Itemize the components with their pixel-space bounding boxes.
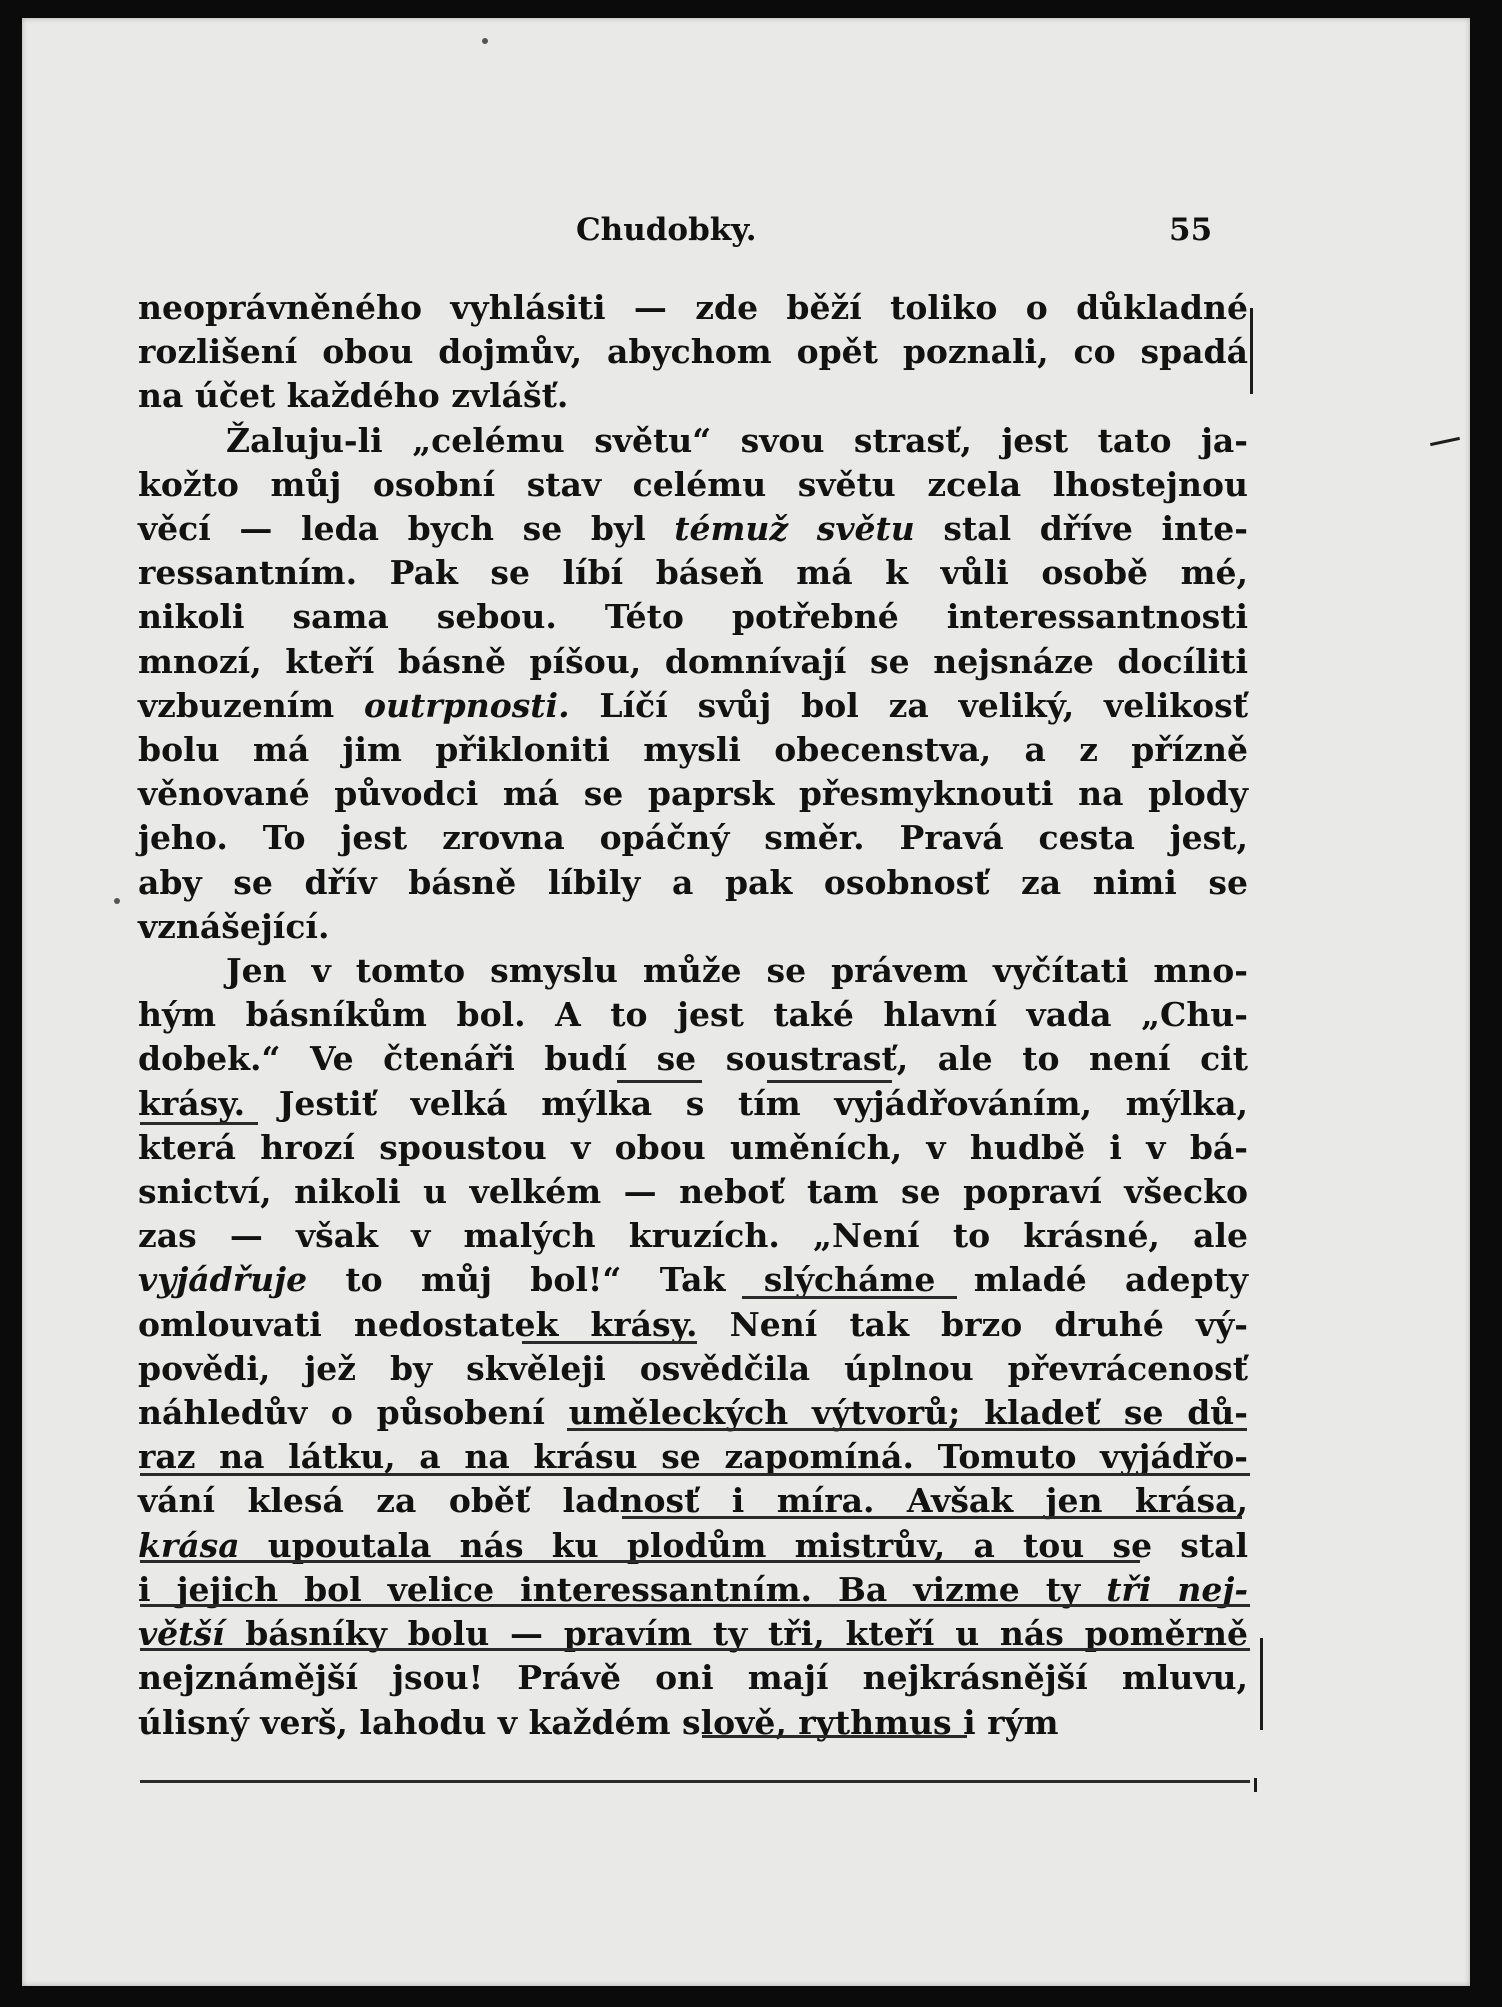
text-run: věnované původci má se paprsk přesmyknouti na plody <box>138 774 1248 814</box>
text-run: dobek.“ Ve čtenáři budí se soustrasť, ale to není cit <box>138 1039 1248 1079</box>
pencil-underline <box>567 1428 1247 1431</box>
text-line <box>138 330 1248 374</box>
text-run: nikoli sama sebou. Této potřebné interessantnosti <box>138 597 1248 637</box>
text-run: mnozí, kteří básně píšou, domnívají se nejsnáze docíliti <box>138 641 1248 681</box>
pencil-underline <box>522 1341 697 1344</box>
pencil-underline <box>617 1080 702 1083</box>
text-run: nejznámější jsou! Právě oni mají nejkrásnější mluvu, <box>138 1658 1248 1698</box>
text-line <box>138 551 1248 595</box>
text-run: Žaluju-li „celému světu“ svou strasť, jest tato ja- <box>226 420 1248 460</box>
page-number: 55 <box>1169 212 1213 248</box>
text-run: úlisný verš, lahodu v každém slově, rythmus i rým <box>138 1702 1059 1742</box>
pencil-underline <box>140 1780 1250 1783</box>
ink-speck <box>482 38 488 44</box>
body-text <box>138 286 1248 1745</box>
margin-pencil-mark <box>1250 308 1253 394</box>
text-run: na účet každého zvlášť. <box>138 376 569 416</box>
margin-pencil-mark <box>1430 437 1460 446</box>
text-line <box>138 1701 1248 1745</box>
text-line <box>138 419 1248 463</box>
text-run: raz na látku, a na krásu se zapomíná. Tomuto vyjádřo- <box>138 1437 1248 1477</box>
emphasized-text: tři nej- <box>1106 1569 1249 1609</box>
ink-speck <box>114 898 120 904</box>
text-line <box>138 816 1248 860</box>
pencil-underline <box>622 1516 1242 1519</box>
text-line <box>138 1656 1248 1700</box>
text-run: i jejich bol velice interessantním. Ba vizme ty <box>138 1569 1107 1609</box>
emphasized-text: témuž světu <box>674 509 915 549</box>
text-line <box>138 905 1248 949</box>
text-line <box>138 374 1248 418</box>
pencil-underline <box>742 1296 957 1299</box>
text-run: krásy. Jestiť velká mýlka s tím vyjádřováním, mýlka, <box>138 1083 1248 1123</box>
emphasized-text: krása <box>138 1525 240 1565</box>
text-line <box>138 684 1248 728</box>
text-run: omlouvati nedostatek krásy. Není tak brzo druhé vý- <box>138 1304 1248 1344</box>
running-header <box>22 204 1470 260</box>
text-run: kožto můj osobní stav celému světu zcela lhostejnou <box>138 464 1248 504</box>
text-run: bolu má jim přikloniti mysli obecenstva, a z přízně <box>138 730 1248 770</box>
text-line <box>138 728 1248 772</box>
pencil-underline <box>140 1648 1250 1651</box>
text-run: aby se dřív básně líbily a pak osobnosť za nimi se <box>138 862 1248 902</box>
pencil-underline <box>140 1122 258 1125</box>
text-run: stal dříve inte- <box>914 509 1248 549</box>
text-run: jeho. To jest zrovna opáčný směr. Pravá cesta jest, <box>138 818 1248 858</box>
text-run: zas — však v malých kruzích. „Není to krásné, ale <box>138 1216 1248 1256</box>
text-line <box>138 993 1248 1037</box>
text-line <box>138 507 1248 551</box>
text-run: povědi, jež by skvěleji osvědčila úplnou převrácenosť <box>138 1348 1248 1388</box>
text-line <box>138 861 1248 905</box>
text-run: vzbuzením <box>138 685 365 725</box>
pencil-underline <box>140 1473 1250 1476</box>
text-run: Jen v tomto smyslu může se právem vyčítati mno- <box>226 951 1248 991</box>
text-line <box>138 949 1248 993</box>
text-line <box>138 1347 1248 1391</box>
book-page <box>22 18 1470 1986</box>
text-line <box>138 463 1248 507</box>
pencil-underline <box>702 1735 967 1738</box>
margin-pencil-mark <box>1254 1778 1257 1792</box>
emphasized-text: větší <box>138 1614 225 1654</box>
text-run: vání klesá za oběť ladnosť i míra. Avšak jen krása, <box>138 1481 1248 1521</box>
text-run: hým básníkům bol. A to jest také hlavní vada „Chu- <box>138 995 1248 1035</box>
text-line <box>138 640 1248 684</box>
text-line <box>138 1037 1248 1081</box>
text-run: která hrozí spoustou v obou uměních, v hudbě i v bá- <box>138 1127 1248 1167</box>
margin-pencil-mark <box>1260 1638 1263 1730</box>
text-run: náhledův o působení uměleckých výtvorů; kladeť se dů- <box>138 1393 1248 1433</box>
text-run: to můj bol!“ Tak slýcháme mladé adepty <box>307 1260 1248 1300</box>
text-run: upoutala nás ku plodům mistrův, a tou se stal <box>239 1525 1248 1565</box>
text-run: ressantním. Pak se líbí báseň má k vůli osobě mé, <box>138 553 1248 593</box>
text-line <box>138 286 1248 330</box>
text-line <box>138 1170 1248 1214</box>
text-run: Líčí svůj bol za veliký, velikosť <box>569 685 1248 725</box>
text-line <box>138 772 1248 816</box>
text-run: básníky bolu — pravím ty tři, kteří u nás poměrně <box>224 1614 1248 1654</box>
text-run: snictví, nikoli u velkém — neboť tam se popraví všecko <box>138 1172 1248 1212</box>
text-line <box>138 1258 1248 1302</box>
text-line <box>138 595 1248 639</box>
pencil-underline <box>140 1604 1250 1607</box>
pencil-underline <box>140 1560 1140 1563</box>
running-title: Chudobky. <box>576 212 757 248</box>
text-run: neoprávněného vyhlásiti — zde běží toliko o důkladné <box>138 288 1248 327</box>
text-run: rozlišení obou dojmův, abychom opět poznali, co spadá <box>138 332 1248 372</box>
text-line <box>138 1082 1248 1126</box>
emphasized-text: vyjádřuje <box>138 1260 308 1300</box>
text-line <box>138 1126 1248 1170</box>
text-line <box>138 1214 1248 1258</box>
text-run: vznášející. <box>138 906 330 946</box>
text-run: věcí — leda bych se byl <box>138 509 675 549</box>
pencil-underline <box>767 1080 892 1083</box>
emphasized-text: outrpnosti. <box>364 685 570 725</box>
